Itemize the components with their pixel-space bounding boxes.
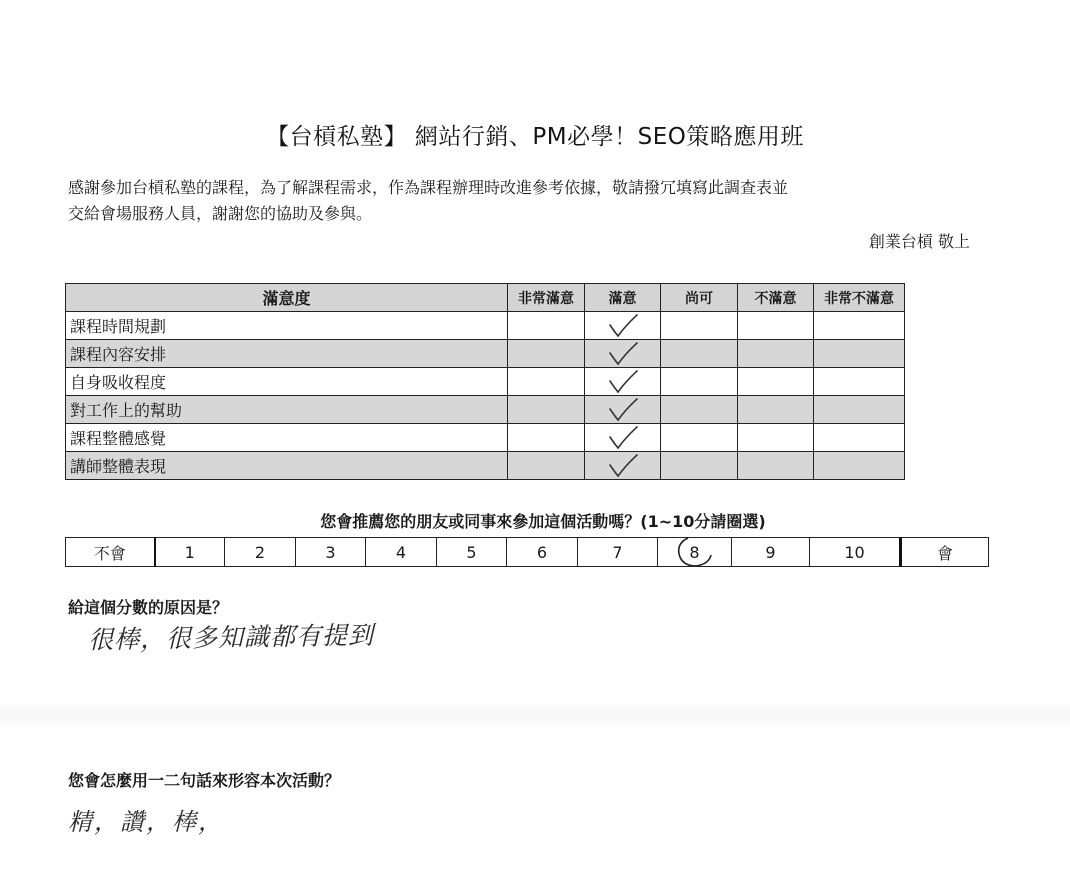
satisfaction-cell[interactable] (508, 368, 585, 396)
satisfaction-row-label: 講師整體表現 (66, 452, 508, 480)
score-right-label: 會 (901, 538, 989, 567)
checkmark-icon (606, 313, 640, 339)
score-option-2[interactable] (225, 538, 296, 567)
score-option-4[interactable] (366, 538, 437, 567)
recommend-question: 您會推薦您的朋友或同事來參加這個活動嗎？(1~10分請圈選) (320, 512, 766, 531)
satisfaction-row (66, 368, 905, 396)
score-label: 9 (765, 542, 776, 562)
satisfaction-cell[interactable] (814, 424, 905, 452)
checkmark-icon (606, 453, 640, 479)
satisfaction-cell[interactable] (814, 312, 905, 340)
score-left-label: 不會 (66, 538, 155, 567)
satisfaction-cell[interactable] (814, 368, 905, 396)
score-row (66, 538, 989, 567)
score-table (65, 537, 989, 567)
satisfaction-cell[interactable] (738, 452, 814, 480)
satisfaction-cell[interactable] (661, 368, 738, 396)
score-label: 1 (184, 542, 195, 562)
satisfaction-cell[interactable] (738, 424, 814, 452)
satisfaction-cell[interactable] (585, 396, 661, 424)
satisfaction-cell[interactable] (661, 340, 738, 368)
col-dissatisfied: 不滿意 (738, 284, 814, 312)
satisfaction-row-label: 課程時間規劃 (66, 312, 508, 340)
satisfaction-cell[interactable] (585, 312, 661, 340)
reason-question: 給這個分數的原因是？ (68, 598, 229, 617)
satisfaction-row-label: 課程整體感覺 (66, 424, 508, 452)
satisfaction-header-row (66, 284, 905, 312)
score-label: 6 (536, 542, 548, 562)
score-label: 3 (325, 542, 336, 562)
score-option-6[interactable] (507, 538, 578, 567)
intro-line-1: 感謝參加台槓私塾的課程，為了解課程需求，作為課程辦理時改進參考依據，敬請撥冗填寫此調查表並 (68, 178, 789, 197)
satisfaction-table (65, 283, 905, 480)
satisfaction-cell[interactable] (738, 312, 814, 340)
score-option-9[interactable] (732, 538, 810, 567)
satisfaction-cell[interactable] (508, 424, 585, 452)
describe-question: 您會怎麼用一二句話來形容本次活動？ (68, 771, 341, 790)
selected-circle-icon (674, 535, 716, 569)
satisfaction-row (66, 396, 905, 424)
score-label: 7 (612, 542, 623, 562)
satisfaction-cell[interactable] (508, 396, 585, 424)
satisfaction-row (66, 312, 905, 340)
score-option-8[interactable] (658, 538, 732, 567)
score-label: 10 (844, 542, 865, 562)
intro-line-2: 交給會場服務人員，謝謝您的協助及參與。 (68, 204, 373, 223)
satisfaction-row (66, 340, 905, 368)
satisfaction-cell[interactable] (661, 452, 738, 480)
satisfaction-cell[interactable] (661, 396, 738, 424)
satisfaction-cell[interactable] (508, 312, 585, 340)
checkmark-icon (606, 425, 640, 451)
score-option-7[interactable] (578, 538, 658, 567)
satisfaction-row-label: 課程內容安排 (66, 340, 508, 368)
satisfaction-cell[interactable] (814, 396, 905, 424)
satisfaction-cell[interactable] (738, 396, 814, 424)
score-label: 4 (395, 542, 407, 562)
satisfaction-cell[interactable] (738, 368, 814, 396)
col-very-dissatisfied: 非常不滿意 (814, 284, 905, 312)
score-option-1[interactable] (155, 538, 225, 567)
satisfaction-header: 滿意度 (66, 284, 508, 312)
reason-answer-handwriting: 很棒，很多知識都有提到 (87, 620, 375, 655)
score-option-5[interactable] (437, 538, 507, 567)
satisfaction-cell[interactable] (814, 340, 905, 368)
satisfaction-cell[interactable] (738, 340, 814, 368)
satisfaction-cell[interactable] (661, 424, 738, 452)
satisfaction-cell[interactable] (585, 340, 661, 368)
score-label: 8 (689, 542, 700, 562)
col-neutral: 尚可 (661, 284, 738, 312)
signoff: 創業台槓 敬上 (868, 232, 970, 251)
satisfaction-cell[interactable] (661, 312, 738, 340)
score-option-10[interactable] (810, 538, 901, 567)
score-label: 2 (254, 542, 266, 562)
checkmark-icon (606, 397, 640, 423)
score-label: 5 (466, 542, 477, 562)
satisfaction-cell[interactable] (508, 340, 585, 368)
describe-answer-handwriting: 精，讚，棒， (68, 808, 224, 836)
intro-text (68, 175, 1008, 227)
checkmark-icon (606, 341, 640, 367)
satisfaction-cell[interactable] (585, 452, 661, 480)
satisfaction-row (66, 424, 905, 452)
col-satisfied: 滿意 (585, 284, 661, 312)
satisfaction-cell[interactable] (508, 452, 585, 480)
satisfaction-cell[interactable] (585, 424, 661, 452)
score-option-3[interactable] (296, 538, 366, 567)
checkmark-icon (606, 369, 640, 395)
satisfaction-row-label: 對工作上的幫助 (66, 396, 508, 424)
satisfaction-row-label: 自身吸收程度 (66, 368, 508, 396)
satisfaction-row (66, 452, 905, 480)
scan-smudge (0, 700, 1070, 730)
satisfaction-cell[interactable] (585, 368, 661, 396)
col-very-satisfied: 非常滿意 (508, 284, 585, 312)
page-title: 【台槓私塾】 網站行銷、PM必學！SEO策略應用班 (266, 124, 804, 150)
satisfaction-cell[interactable] (814, 452, 905, 480)
